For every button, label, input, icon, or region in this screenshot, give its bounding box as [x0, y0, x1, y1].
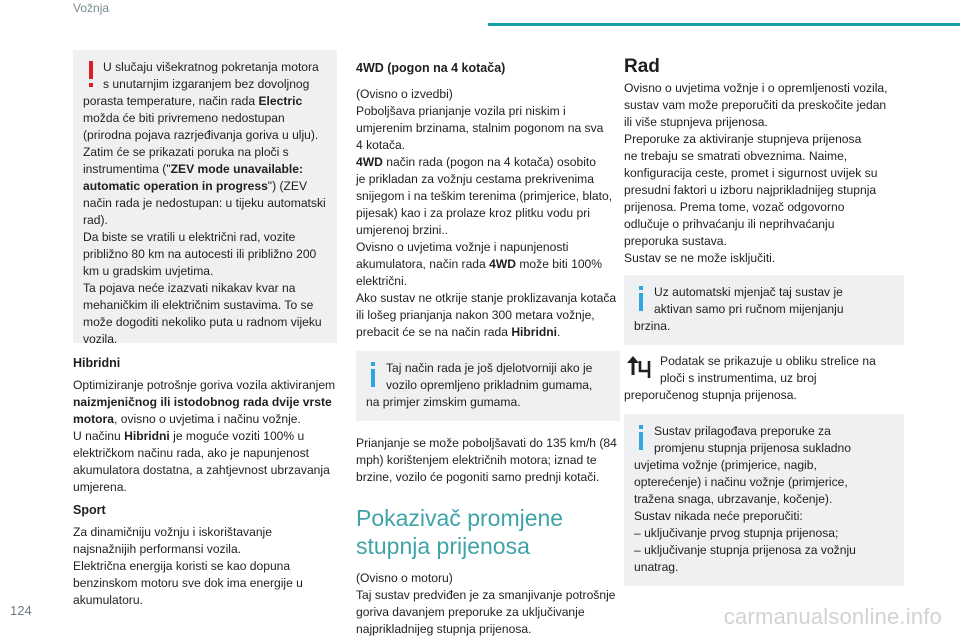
warning-exclamation-icon — [83, 59, 101, 93]
sport-line: Električna energija koristi se kao dopuna — [73, 559, 291, 573]
rad-line: Preporuke za aktiviranje stupnjeva prijenosa — [624, 132, 862, 146]
middle-column — [356, 60, 620, 638]
header-accent-bar — [488, 23, 960, 26]
watermark-logo: carmanualsonline.info — [723, 604, 942, 629]
info-icon — [366, 360, 384, 394]
4wd-body — [356, 86, 620, 341]
warning-line: porasta temperature, način rada — [83, 94, 259, 108]
warning-bold-zev-2: automatic operation in progress — [83, 179, 268, 193]
gear-display-line: ploči s instrumentima, uz broj — [660, 371, 817, 385]
4wd-line: snijegom i na teškim terenima (primjerice, blato, — [356, 189, 613, 203]
4wd-line: Poboljšava prianjanje vozila pri niskim i — [356, 104, 566, 118]
right-column — [624, 58, 904, 586]
info-line: promjenu stupnja prijenosa sukladno — [654, 441, 851, 455]
4wd-bold: 4WD — [489, 257, 516, 271]
warning-bold-zev: ZEV mode unavailable: — [170, 162, 304, 176]
hibridni-line: električkom načinu rada, ako je napunjenost — [73, 446, 309, 460]
warning-line: način rada je nedostupan: u tijeku automatski — [83, 196, 326, 210]
gear-title-line: Pokazivač promjene — [356, 505, 564, 531]
warning-bold-electric: Electric — [258, 94, 303, 108]
warning-line: možda će biti privremeno nedostupan — [83, 111, 285, 125]
info-line: uvjetima vožnje (primjerice, nagib, — [634, 458, 817, 472]
info-line: aktivan samo pri ručnom mijenjanju — [654, 302, 844, 316]
4wd-line: način rada (pogon na 4 kotača) osobito — [382, 155, 597, 169]
info-line: Sustav nikada neće preporučiti: — [634, 509, 803, 523]
gear-shift-arrow-icon — [624, 353, 654, 381]
4wd-bold: 4WD — [356, 155, 383, 169]
warning-note — [73, 50, 337, 346]
rad-line: konfiguracija ceste, promet i sigurnost uvijek su — [624, 166, 878, 180]
rad-line: Sustav se ne može isključiti. — [624, 251, 776, 265]
warning-line: mehaničkim ili električnim sustavima. To se — [83, 298, 314, 312]
4wd-line: umjerenoj brzini.. — [356, 223, 449, 237]
hibridni-bold-motora: motora — [73, 412, 114, 426]
sport-line: najsnažnijih performansi vozila. — [73, 542, 242, 556]
4wd-line: Ako sustav ne otkrije stanje proklizavanja kotača — [356, 291, 617, 305]
4wd-bold-hibridni: Hibridni — [511, 325, 557, 339]
4wd-line: akumulatora, način rada — [356, 257, 490, 271]
4wd-line: pijesak) kao i za prolaze kroz plitku vodu pri — [356, 206, 590, 220]
hibridni-line: U načinu — [73, 429, 125, 443]
info-line: Taj način rada je još djelotvorniji ako je — [386, 361, 593, 375]
info-note-automatic — [624, 275, 904, 345]
gear-intro-line: goriva davanjem preporuke za uključivanje — [356, 605, 585, 619]
warning-line: ") (ZEV — [267, 179, 308, 193]
warning-line: vozila. — [83, 332, 118, 346]
hibridni-title: Hibridni — [73, 356, 121, 370]
gear-title-line: stupnja prijenosa — [356, 533, 530, 559]
info-line: Sustav prilagođava preporuke za — [654, 424, 831, 438]
hibridni-body — [73, 377, 337, 496]
hibridni-line: je moguće voziti 100% u — [169, 429, 305, 443]
rad-line: ne trebaju se smatrati obveznima. Naime, — [624, 149, 848, 163]
rad-line: sustav vam može preporučiti da preskočite jedan — [624, 98, 887, 112]
page-number: 124 — [10, 603, 32, 618]
sport-line: Za dinamičniju vožnju i iskorištavanje — [73, 525, 272, 539]
warning-line: rad). — [83, 213, 108, 227]
sport-title: Sport — [73, 503, 106, 517]
4wd-after — [356, 435, 620, 486]
4wd-line: . — [557, 325, 561, 339]
warning-line: Da biste se vratili u električni rad, vozite — [83, 230, 296, 244]
rad-line: odlučuje o prihvaćanju ili neprihvaćanju — [624, 217, 835, 231]
header-section-title: Vožnja — [73, 1, 110, 15]
warning-line: s unutarnjim izgaranjem bez dovoljnog — [103, 77, 310, 91]
hibridni-bold-mode: Hibridni — [124, 429, 170, 443]
gear-display-line: preporučenog stupnja prijenosa. — [624, 388, 797, 402]
left-column — [73, 50, 337, 609]
info-line: brzina. — [634, 319, 671, 333]
4wd-line: (Ovisno o izvedbi) — [356, 87, 453, 101]
rad-body — [624, 80, 904, 267]
4wd-title: 4WD (pogon na 4 kotača) — [356, 61, 506, 75]
warning-line: km u gradskim uvjetima. — [83, 264, 214, 278]
4wd-line: je prikladan za vožnju cestama prekrivenima — [356, 172, 594, 186]
sport-line: akumulatoru. — [73, 593, 143, 607]
hibridni-line-bold: naizmjeničnog ili istodobnog rada dvije vrste — [73, 395, 332, 409]
4wd-line: Ovisno o uvjetima vožnje i napunjenosti — [356, 240, 569, 254]
info-icon — [634, 284, 652, 318]
gear-display-note — [624, 353, 904, 404]
gear-intro-line: najprikladnijeg stupnja prijenosa. — [356, 622, 532, 636]
gear-indicator-title — [356, 504, 620, 560]
warning-line: U slučaju višekratnog pokretanja motora — [103, 60, 319, 74]
4wd-line: može biti 100% — [515, 257, 603, 271]
sport-body — [73, 524, 337, 609]
warning-line: Zatim će se prikazati poruka na ploči s — [83, 145, 289, 159]
warning-line: (prirodna pojava razrjeđivanja goriva u ulju). — [83, 128, 319, 142]
4wd-line: ili lošeg prianjanja nakon 300 metara vožnje, — [356, 308, 595, 322]
info-icon — [634, 423, 652, 457]
hibridni-line: , ovisno o uvjetima i načinu vožnje. — [114, 412, 301, 426]
info-line: na primjer zimskim gumama. — [366, 395, 521, 409]
4wd-line: umjerenim brzinama, stalnim pogonom na sva — [356, 121, 604, 135]
info-note-tyres — [356, 351, 620, 421]
warning-line: Ta pojava neće izazvati nikakav kvar na — [83, 281, 296, 295]
gear-intro-line: Taj sustav predviđen je za smanjivanje potrošnje — [356, 588, 616, 602]
hibridni-line: Optimiziranje potrošnje goriva vozila aktiviranjem — [73, 378, 336, 392]
info-line: Uz automatski mjenjač taj sustav je — [654, 285, 843, 299]
4wd-line: električni. — [356, 274, 408, 288]
info-line: – uključivanje prvog stupnja prijenosa; — [634, 526, 839, 540]
gear-intro — [356, 570, 620, 638]
info-line: opterećenje) i načinu vožnje (primjerice, — [634, 475, 848, 489]
info-line: tražena snaga, ubrzavanje, kočenje). — [634, 492, 833, 506]
rad-line: prijenosa. Prema tome, vozač odgovorno — [624, 200, 845, 214]
hibridni-line: umjerena. — [73, 480, 127, 494]
rad-line: Ovisno o uvjetima vožnje i o opremljenosti vozila, — [624, 81, 888, 95]
warning-line: približno 80 km na autocesti ili približno 200 — [83, 247, 317, 261]
rad-title: Rad — [624, 56, 660, 77]
rad-line: preporuka sustava. — [624, 234, 727, 248]
rad-line: presudni faktori u izboru najprikladnijeg stupnja — [624, 183, 877, 197]
warning-line: instrumentima (" — [83, 162, 171, 176]
gear-intro-line: (Ovisno o motoru) — [356, 571, 453, 585]
info-note-adapt — [624, 414, 904, 586]
gear-display-line: Podatak se prikazuje u obliku strelice na — [660, 354, 876, 368]
4wd-after-line: Prianjanje se može poboljšavati do 135 km/h (84 — [356, 436, 617, 450]
4wd-line: 4 kotača. — [356, 138, 406, 152]
4wd-after-line: brzine, vozilo će pogoniti samo prednji kotači. — [356, 470, 600, 484]
sport-line: benzinskom motoru sve dok ima energije u — [73, 576, 303, 590]
info-line: – uključivanje stupnja prijenosa za vožnju — [634, 543, 856, 557]
hibridni-line: akumulatora dostatna, a zahtjevnost ubrzavanja — [73, 463, 330, 477]
rad-line: ili više stupnjeva prijenosa. — [624, 115, 768, 129]
warning-line: može dogoditi nekoliko puta u radnom vijeku — [83, 315, 322, 329]
4wd-after-line: mph) korištenjem električnih motora; iznad te — [356, 453, 597, 467]
4wd-line: prebacit će se na način rada — [356, 325, 512, 339]
info-line: vozilo opremljeno prikladnim gumama, — [386, 378, 593, 392]
info-line: unatrag. — [634, 560, 679, 574]
